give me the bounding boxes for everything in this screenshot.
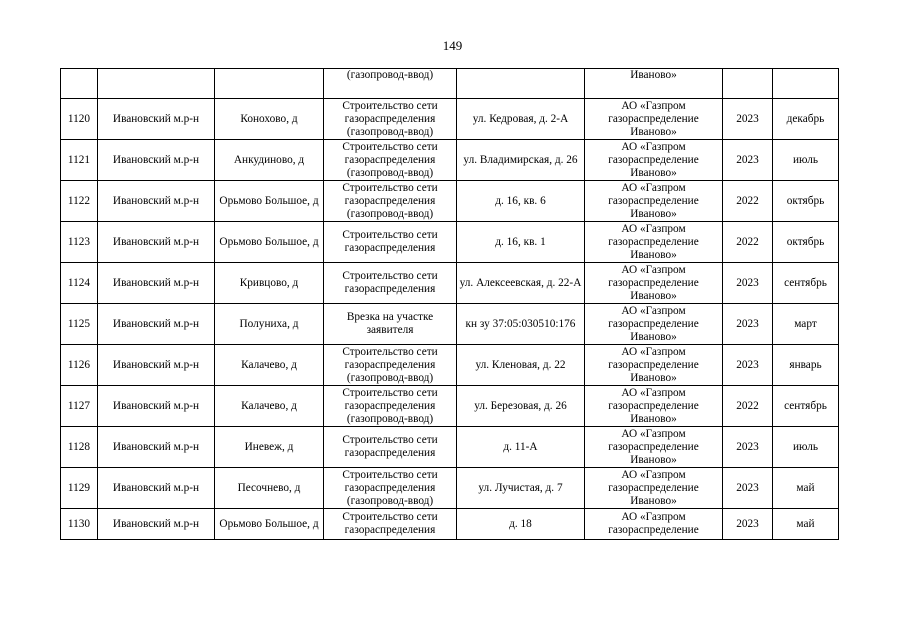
table-row [61,468,839,509]
cell-address: ул. Кедровая, д. 2-А [457,99,585,140]
cell-org: АО «Газпром газораспределение Иваново» [585,345,723,386]
table-row [61,222,839,263]
cell-month: январь [773,345,839,386]
cell-month: май [773,509,839,540]
cell-num: 1123 [61,222,98,263]
page-number: 149 [442,38,463,53]
cell-org: АО «Газпром газораспределение Иваново» [585,263,723,304]
table-row [61,509,839,540]
cell-district: Ивановский м.р-н [98,140,215,181]
cell-year: 2022 [723,386,773,427]
cell-district: Ивановский м.р-н [98,345,215,386]
cell-address: ул. Кленовая, д. 22 [457,345,585,386]
cell-address: ул. Березовая, д. 26 [457,386,585,427]
cell-org: Иваново» [585,69,723,99]
cell-year: 2023 [723,140,773,181]
cell-address: д. 18 [457,509,585,540]
cell-org: АО «Газпром газораспределение Иваново» [585,427,723,468]
table-row [61,140,839,181]
cell-month: октябрь [773,181,839,222]
cell-work: (газопровод-ввод) [324,69,457,99]
cell-locality: Песочнево, д [215,468,324,509]
cell-org: АО «Газпром газораспределение Иваново» [585,468,723,509]
table-body [61,69,839,540]
cell-num: 1128 [61,427,98,468]
cell-address [457,69,585,99]
cell-address: кн зу 37:05:030510:176 [457,304,585,345]
cell-month: март [773,304,839,345]
cell-work: Строительство сети газораспределения (газопровод-ввод) [324,140,457,181]
cell-locality: Кривцово, д [215,263,324,304]
cell-year: 2023 [723,345,773,386]
cell-org: АО «Газпром газораспределение Иваново» [585,140,723,181]
cell-district: Ивановский м.р-н [98,181,215,222]
cell-work: Строительство сети газораспределения [324,222,457,263]
cell-month: сентябрь [773,263,839,304]
cell-work: Строительство сети газораспределения (газопровод-ввод) [324,99,457,140]
cell-num [61,69,98,99]
cell-work: Строительство сети газораспределения [324,427,457,468]
table-row [61,304,839,345]
cell-district: Ивановский м.р-н [98,509,215,540]
continuation-row [61,69,839,99]
cell-locality: Иневеж, д [215,427,324,468]
cell-year: 2023 [723,468,773,509]
cell-address: д. 16, кв. 1 [457,222,585,263]
cell-org: АО «Газпром газораспределение [585,509,723,540]
cell-org: АО «Газпром газораспределение Иваново» [585,99,723,140]
cell-locality: Калачево, д [215,386,324,427]
cell-year [723,69,773,99]
cell-num: 1121 [61,140,98,181]
cell-work: Строительство сети газораспределения (газопровод-ввод) [324,181,457,222]
cell-org: АО «Газпром газораспределение Иваново» [585,181,723,222]
cell-address: д. 16, кв. 6 [457,181,585,222]
cell-year: 2023 [723,427,773,468]
cell-work: Строительство сети газораспределения (газопровод-ввод) [324,386,457,427]
cell-num: 1125 [61,304,98,345]
cell-num: 1122 [61,181,98,222]
cell-address: ул. Лучистая, д. 7 [457,468,585,509]
table-row [61,181,839,222]
cell-org: АО «Газпром газораспределение Иваново» [585,222,723,263]
cell-district: Ивановский м.р-н [98,304,215,345]
table-row [61,427,839,468]
cell-work: Строительство сети газораспределения [324,263,457,304]
cell-num: 1120 [61,99,98,140]
cell-org: АО «Газпром газораспределение Иваново» [585,386,723,427]
cell-district: Ивановский м.р-н [98,222,215,263]
cell-work: Врезка на участке заявителя [324,304,457,345]
table-row [61,386,839,427]
cell-year: 2023 [723,304,773,345]
cell-district: Ивановский м.р-н [98,99,215,140]
gas-connection-table [60,68,839,540]
cell-month: июль [773,427,839,468]
cell-num: 1130 [61,509,98,540]
cell-address: ул. Алексеевская, д. 22-А [457,263,585,304]
cell-month: октябрь [773,222,839,263]
table-row [61,99,839,140]
cell-org: АО «Газпром газораспределение Иваново» [585,304,723,345]
cell-work: Строительство сети газораспределения (газопровод-ввод) [324,345,457,386]
cell-district: Ивановский м.р-н [98,468,215,509]
cell-district: Ивановский м.р-н [98,427,215,468]
cell-month: сентябрь [773,386,839,427]
cell-work: Строительство сети газораспределения [324,509,457,540]
cell-year: 2022 [723,181,773,222]
cell-year: 2022 [723,222,773,263]
cell-address: д. 11-А [457,427,585,468]
cell-district [98,69,215,99]
cell-address: ул. Владимирская, д. 26 [457,140,585,181]
table-row [61,345,839,386]
cell-year: 2023 [723,263,773,304]
cell-locality: Орьмово Большое, д [215,509,324,540]
cell-locality: Полуниха, д [215,304,324,345]
cell-num: 1127 [61,386,98,427]
cell-locality: Анкудиново, д [215,140,324,181]
cell-num: 1124 [61,263,98,304]
cell-year: 2023 [723,99,773,140]
cell-num: 1129 [61,468,98,509]
cell-district: Ивановский м.р-н [98,386,215,427]
cell-month: декабрь [773,99,839,140]
cell-month: май [773,468,839,509]
cell-locality: Калачево, д [215,345,324,386]
cell-month [773,69,839,99]
cell-num: 1126 [61,345,98,386]
cell-month: июль [773,140,839,181]
cell-locality: Конохово, д [215,99,324,140]
cell-work: Строительство сети газораспределения (газопровод-ввод) [324,468,457,509]
cell-district: Ивановский м.р-н [98,263,215,304]
cell-locality: Орьмово Большое, д [215,181,324,222]
cell-year: 2023 [723,509,773,540]
table-row [61,263,839,304]
cell-locality [215,69,324,99]
cell-locality: Орьмово Большое, д [215,222,324,263]
